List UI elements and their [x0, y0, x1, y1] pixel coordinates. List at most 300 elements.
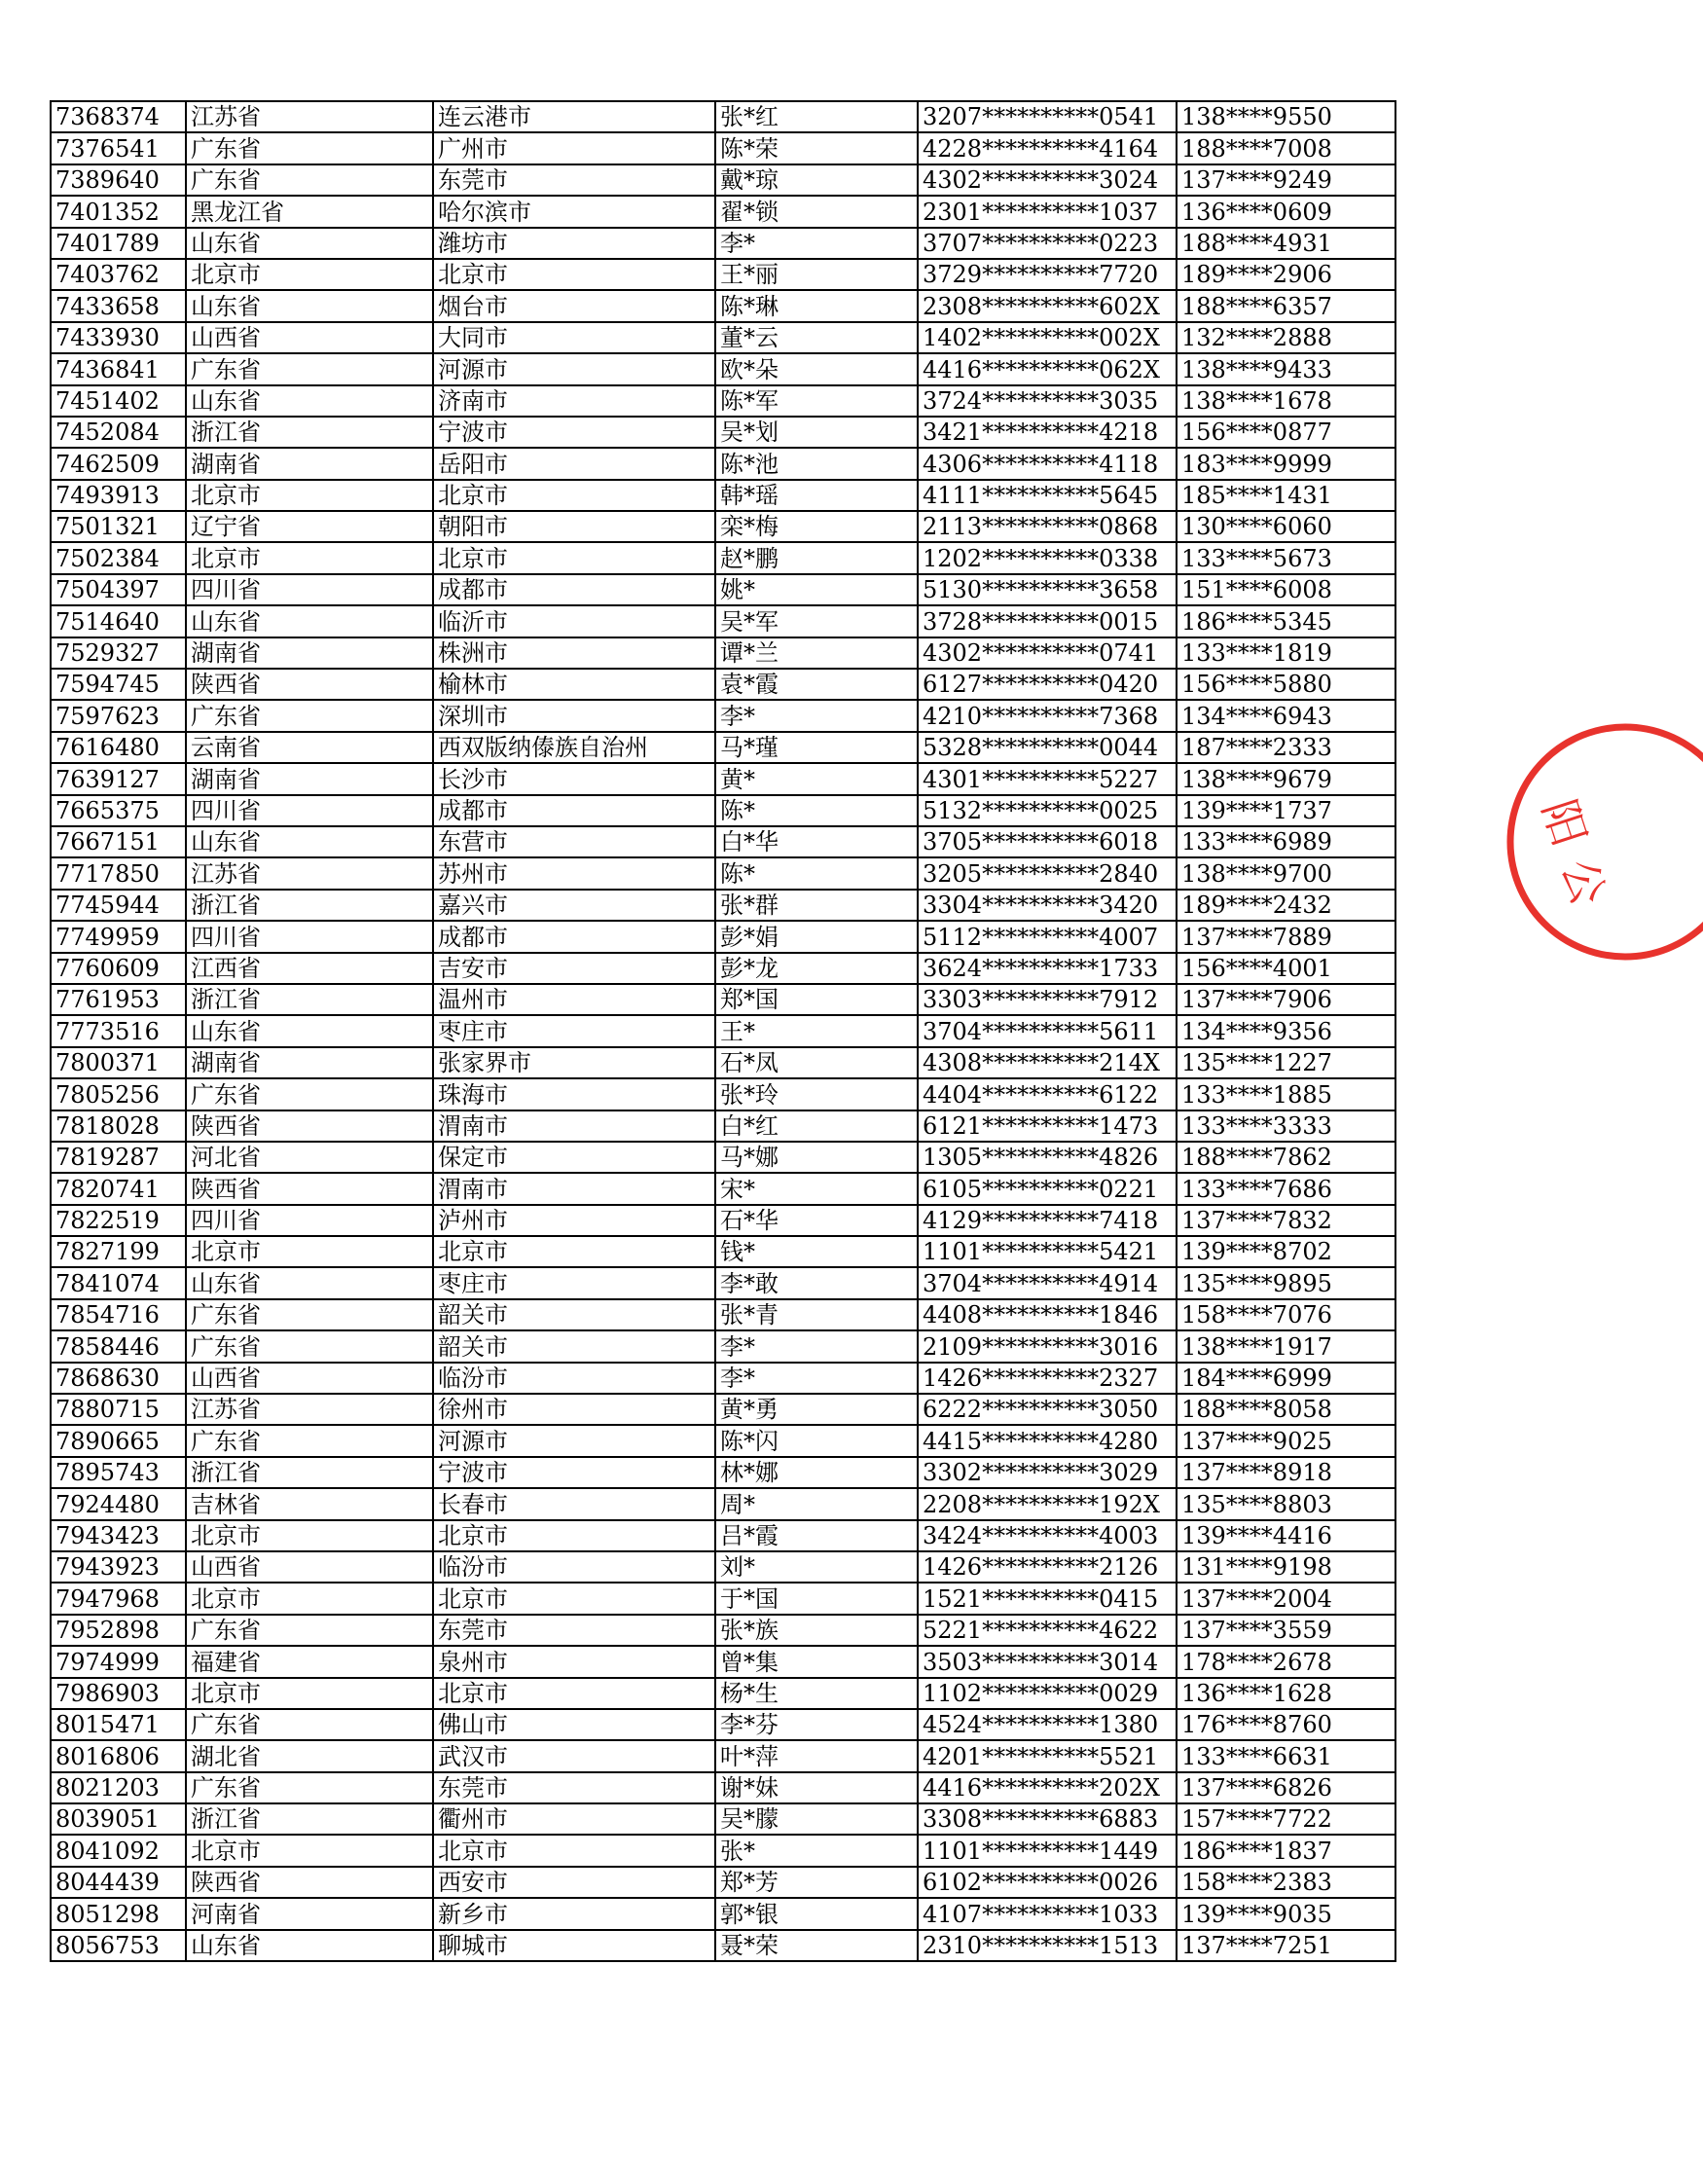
record-id-cell: 7667151 [51, 826, 186, 857]
table-row [51, 259, 1395, 290]
record-id-cell: 8041092 [51, 1835, 186, 1866]
province-cell: 山东省 [186, 826, 433, 857]
name-cell: 陈* [715, 795, 918, 826]
name-cell: 吴*划 [715, 417, 918, 448]
province-cell: 山西省 [186, 1363, 433, 1394]
city-cell: 河源市 [433, 1425, 715, 1456]
province-cell: 浙江省 [186, 1457, 433, 1488]
phone-cell: 135****8803 [1177, 1488, 1395, 1519]
city-cell: 临沂市 [433, 605, 715, 637]
table-row [51, 1898, 1395, 1929]
name-cell: 马*瑾 [715, 732, 918, 763]
province-cell: 福建省 [186, 1646, 433, 1677]
record-id-cell: 7504397 [51, 574, 186, 605]
id-number-cell: 3424**********4003 [918, 1520, 1177, 1551]
table-row [51, 322, 1395, 353]
record-id-cell: 7452084 [51, 417, 186, 448]
province-cell: 湖南省 [186, 448, 433, 479]
city-cell: 成都市 [433, 574, 715, 605]
table-row [51, 1142, 1395, 1173]
id-number-cell: 4210**********7368 [918, 700, 1177, 731]
province-cell: 北京市 [186, 1678, 433, 1709]
table-row [51, 1803, 1395, 1835]
id-number-cell: 3503**********3014 [918, 1646, 1177, 1677]
phone-cell: 186****5345 [1177, 605, 1395, 637]
table-row [51, 857, 1395, 889]
record-id-cell: 7616480 [51, 732, 186, 763]
city-cell: 张家界市 [433, 1047, 715, 1078]
id-number-cell: 4524**********1380 [918, 1709, 1177, 1740]
record-id-cell: 7462509 [51, 448, 186, 479]
province-cell: 广东省 [186, 700, 433, 731]
city-cell: 东莞市 [433, 1615, 715, 1646]
id-number-cell: 4107**********1033 [918, 1898, 1177, 1929]
city-cell: 成都市 [433, 795, 715, 826]
city-cell: 北京市 [433, 259, 715, 290]
city-cell: 枣庄市 [433, 1015, 715, 1046]
id-number-cell: 4111**********5645 [918, 480, 1177, 511]
record-id-cell: 7529327 [51, 637, 186, 669]
id-number-cell: 4308**********214X [918, 1047, 1177, 1078]
id-number-cell: 3304**********3420 [918, 890, 1177, 921]
province-cell: 广东省 [186, 1078, 433, 1110]
id-number-cell: 2109**********3016 [918, 1330, 1177, 1362]
record-id-cell: 7854716 [51, 1299, 186, 1330]
name-cell: 董*云 [715, 322, 918, 353]
name-cell: 陈*军 [715, 385, 918, 417]
name-cell: 赵*鹏 [715, 542, 918, 573]
record-id-cell: 7501321 [51, 511, 186, 542]
province-cell: 陕西省 [186, 669, 433, 700]
table-row [51, 1520, 1395, 1551]
name-cell: 陈*琳 [715, 290, 918, 321]
id-number-cell: 3207**********0541 [918, 101, 1177, 132]
id-number-cell: 5221**********4622 [918, 1615, 1177, 1646]
id-number-cell: 1102**********0029 [918, 1678, 1177, 1709]
id-number-cell: 3421**********4218 [918, 417, 1177, 448]
province-cell: 四川省 [186, 574, 433, 605]
record-id-cell: 7451402 [51, 385, 186, 417]
province-cell: 北京市 [186, 1835, 433, 1866]
city-cell: 宁波市 [433, 1457, 715, 1488]
name-cell: 于*国 [715, 1583, 918, 1614]
name-cell: 叶*萍 [715, 1740, 918, 1771]
record-id-cell: 7818028 [51, 1110, 186, 1142]
record-id-cell: 7986903 [51, 1678, 186, 1709]
table-row [51, 353, 1395, 384]
record-id-cell: 7401789 [51, 228, 186, 259]
province-cell: 云南省 [186, 732, 433, 763]
city-cell: 泸州市 [433, 1205, 715, 1236]
id-number-cell: 2308**********602X [918, 290, 1177, 321]
record-id-cell: 7805256 [51, 1078, 186, 1110]
name-cell: 王* [715, 1015, 918, 1046]
table-row [51, 1457, 1395, 1488]
record-id-cell: 8044439 [51, 1867, 186, 1898]
id-number-cell: 3705**********6018 [918, 826, 1177, 857]
table-row [51, 1772, 1395, 1803]
city-cell: 成都市 [433, 921, 715, 952]
phone-cell: 188****6357 [1177, 290, 1395, 321]
record-id-cell: 8051298 [51, 1898, 186, 1929]
name-cell: 张*玲 [715, 1078, 918, 1110]
name-cell: 彭*龙 [715, 953, 918, 984]
city-cell: 榆林市 [433, 669, 715, 700]
phone-cell: 188****4931 [1177, 228, 1395, 259]
name-cell: 戴*琼 [715, 164, 918, 196]
city-cell: 佛山市 [433, 1709, 715, 1740]
id-number-cell: 4228**********4164 [918, 132, 1177, 164]
city-cell: 临汾市 [433, 1363, 715, 1394]
table-row [51, 1267, 1395, 1298]
phone-cell: 138****1678 [1177, 385, 1395, 417]
seal-text: 阳公 [1532, 793, 1621, 928]
id-number-cell: 2208**********192X [918, 1488, 1177, 1519]
name-cell: 李* [715, 700, 918, 731]
record-id-cell: 7858446 [51, 1330, 186, 1362]
table-row [51, 1047, 1395, 1078]
province-cell: 山东省 [186, 605, 433, 637]
table-row [51, 1363, 1395, 1394]
city-cell: 珠海市 [433, 1078, 715, 1110]
table-row [51, 1678, 1395, 1709]
id-number-cell: 6105**********0221 [918, 1173, 1177, 1204]
table-row [51, 101, 1395, 132]
name-cell: 韩*瑶 [715, 480, 918, 511]
phone-cell: 156****5880 [1177, 669, 1395, 700]
phone-cell: 137****7889 [1177, 921, 1395, 952]
city-cell: 北京市 [433, 1835, 715, 1866]
city-cell: 连云港市 [433, 101, 715, 132]
phone-cell: 176****8760 [1177, 1709, 1395, 1740]
city-cell: 北京市 [433, 480, 715, 511]
record-id-cell: 7433658 [51, 290, 186, 321]
city-cell: 哈尔滨市 [433, 196, 715, 227]
phone-cell: 188****7862 [1177, 1142, 1395, 1173]
phone-cell: 135****9895 [1177, 1267, 1395, 1298]
table-row [51, 1835, 1395, 1866]
table-row [51, 417, 1395, 448]
city-cell: 渭南市 [433, 1110, 715, 1142]
record-id-cell: 7841074 [51, 1267, 186, 1298]
id-number-cell: 1426**********2327 [918, 1363, 1177, 1394]
city-cell: 渭南市 [433, 1173, 715, 1204]
phone-cell: 156****0877 [1177, 417, 1395, 448]
table-row [51, 795, 1395, 826]
table-row [51, 1078, 1395, 1110]
id-number-cell: 3205**********2840 [918, 857, 1177, 889]
province-cell: 广东省 [186, 132, 433, 164]
city-cell: 嘉兴市 [433, 890, 715, 921]
province-cell: 黑龙江省 [186, 196, 433, 227]
phone-cell: 137****9025 [1177, 1425, 1395, 1456]
name-cell: 李* [715, 1363, 918, 1394]
record-id-cell: 7376541 [51, 132, 186, 164]
phone-cell: 130****6060 [1177, 511, 1395, 542]
phone-cell: 137****6826 [1177, 1772, 1395, 1803]
phone-cell: 184****6999 [1177, 1363, 1395, 1394]
table-row [51, 1930, 1395, 1961]
record-id-cell: 8039051 [51, 1803, 186, 1835]
name-cell: 李*敢 [715, 1267, 918, 1298]
province-cell: 山东省 [186, 1930, 433, 1961]
phone-cell: 151****6008 [1177, 574, 1395, 605]
table-row [51, 1299, 1395, 1330]
province-cell: 广东省 [186, 1425, 433, 1456]
city-cell: 济南市 [433, 385, 715, 417]
province-cell: 山东省 [186, 385, 433, 417]
phone-cell: 132****2888 [1177, 322, 1395, 353]
province-cell: 广东省 [186, 1709, 433, 1740]
table-row [51, 228, 1395, 259]
record-id-cell: 8015471 [51, 1709, 186, 1740]
table-row [51, 1740, 1395, 1771]
province-cell: 湖南省 [186, 763, 433, 794]
record-id-cell: 7773516 [51, 1015, 186, 1046]
phone-cell: 189****2906 [1177, 259, 1395, 290]
table-row [51, 480, 1395, 511]
phone-cell: 137****2004 [1177, 1583, 1395, 1614]
record-id-cell: 8021203 [51, 1772, 186, 1803]
record-id-cell: 7597623 [51, 700, 186, 731]
phone-cell: 138****9433 [1177, 353, 1395, 384]
phone-cell: 133****1819 [1177, 637, 1395, 669]
city-cell: 宁波市 [433, 417, 715, 448]
phone-cell: 133****1885 [1177, 1078, 1395, 1110]
phone-cell: 137****7906 [1177, 984, 1395, 1015]
name-cell: 姚* [715, 574, 918, 605]
record-id-cell: 7760609 [51, 953, 186, 984]
phone-cell: 133****7686 [1177, 1173, 1395, 1204]
table-row [51, 511, 1395, 542]
province-cell: 陕西省 [186, 1867, 433, 1898]
record-id-cell: 7493913 [51, 480, 186, 511]
name-cell: 钱* [715, 1236, 918, 1267]
record-id-cell: 7924480 [51, 1488, 186, 1519]
province-cell: 四川省 [186, 1205, 433, 1236]
name-cell: 谭*兰 [715, 637, 918, 669]
city-cell: 深圳市 [433, 700, 715, 731]
name-cell: 黄* [715, 763, 918, 794]
record-id-cell: 8016806 [51, 1740, 186, 1771]
province-cell: 广东省 [186, 1299, 433, 1330]
record-id-cell: 7820741 [51, 1173, 186, 1204]
phone-cell: 156****4001 [1177, 953, 1395, 984]
table-row [51, 763, 1395, 794]
table-row [51, 1488, 1395, 1519]
name-cell: 刘* [715, 1551, 918, 1583]
city-cell: 苏州市 [433, 857, 715, 889]
city-cell: 吉安市 [433, 953, 715, 984]
record-id-cell: 7639127 [51, 763, 186, 794]
id-number-cell: 6121**********1473 [918, 1110, 1177, 1142]
city-cell: 北京市 [433, 1583, 715, 1614]
table-row [51, 953, 1395, 984]
province-cell: 四川省 [186, 795, 433, 826]
city-cell: 韶关市 [433, 1330, 715, 1362]
province-cell: 陕西省 [186, 1110, 433, 1142]
province-cell: 四川省 [186, 921, 433, 952]
name-cell: 张*红 [715, 101, 918, 132]
record-id-cell: 7514640 [51, 605, 186, 637]
province-cell: 广东省 [186, 164, 433, 196]
id-number-cell: 1101**********1449 [918, 1835, 1177, 1866]
name-cell: 王*丽 [715, 259, 918, 290]
name-cell: 林*娜 [715, 1457, 918, 1488]
table-row [51, 1015, 1395, 1046]
province-cell: 湖北省 [186, 1740, 433, 1771]
province-cell: 山东省 [186, 1015, 433, 1046]
city-cell: 长春市 [433, 1488, 715, 1519]
record-id-cell: 7868630 [51, 1363, 186, 1394]
city-cell: 东莞市 [433, 1772, 715, 1803]
table-row [51, 164, 1395, 196]
name-cell: 宋* [715, 1173, 918, 1204]
province-cell: 辽宁省 [186, 511, 433, 542]
province-cell: 陕西省 [186, 1173, 433, 1204]
phone-cell: 136****0609 [1177, 196, 1395, 227]
province-cell: 山西省 [186, 1551, 433, 1583]
record-id-cell: 7800371 [51, 1047, 186, 1078]
name-cell: 张*青 [715, 1299, 918, 1330]
phone-cell: 157****7722 [1177, 1803, 1395, 1835]
record-id-cell: 7947968 [51, 1583, 186, 1614]
table-row [51, 1551, 1395, 1583]
city-cell: 保定市 [433, 1142, 715, 1173]
name-cell: 吴*朦 [715, 1803, 918, 1835]
table-row [51, 700, 1395, 731]
id-number-cell: 1426**********2126 [918, 1551, 1177, 1583]
record-id-cell: 7368374 [51, 101, 186, 132]
province-cell: 江苏省 [186, 857, 433, 889]
records-table-body [51, 101, 1395, 1961]
record-id-cell: 7895743 [51, 1457, 186, 1488]
city-cell: 聊城市 [433, 1930, 715, 1961]
phone-cell: 137****7251 [1177, 1930, 1395, 1961]
record-id-cell: 7827199 [51, 1236, 186, 1267]
name-cell: 袁*霞 [715, 669, 918, 700]
table-row [51, 984, 1395, 1015]
city-cell: 大同市 [433, 322, 715, 353]
name-cell: 白*红 [715, 1110, 918, 1142]
id-number-cell: 3704**********5611 [918, 1015, 1177, 1046]
phone-cell: 187****2333 [1177, 732, 1395, 763]
record-id-cell: 7594745 [51, 669, 186, 700]
city-cell: 朝阳市 [433, 511, 715, 542]
name-cell: 李* [715, 1330, 918, 1362]
phone-cell: 185****1431 [1177, 480, 1395, 511]
table-row [51, 290, 1395, 321]
record-id-cell: 7403762 [51, 259, 186, 290]
name-cell: 张*族 [715, 1615, 918, 1646]
city-cell: 西双版纳傣族自治州 [433, 732, 715, 763]
city-cell: 北京市 [433, 1236, 715, 1267]
city-cell: 潍坊市 [433, 228, 715, 259]
city-cell: 北京市 [433, 1678, 715, 1709]
id-number-cell: 4416**********062X [918, 353, 1177, 384]
province-cell: 北京市 [186, 1583, 433, 1614]
name-cell: 聂*荣 [715, 1930, 918, 1961]
id-number-cell: 5130**********3658 [918, 574, 1177, 605]
name-cell: 李* [715, 228, 918, 259]
phone-cell: 133****6631 [1177, 1740, 1395, 1771]
name-cell: 石*华 [715, 1205, 918, 1236]
id-number-cell: 1402**********002X [918, 322, 1177, 353]
record-id-cell: 7745944 [51, 890, 186, 921]
id-number-cell: 4404**********6122 [918, 1078, 1177, 1110]
record-id-cell: 7502384 [51, 542, 186, 573]
city-cell: 新乡市 [433, 1898, 715, 1929]
table-row [51, 574, 1395, 605]
city-cell: 韶关市 [433, 1299, 715, 1330]
record-id-cell: 7880715 [51, 1394, 186, 1425]
phone-cell: 189****2432 [1177, 890, 1395, 921]
city-cell: 枣庄市 [433, 1267, 715, 1298]
province-cell: 湖南省 [186, 637, 433, 669]
table-row [51, 669, 1395, 700]
province-cell: 吉林省 [186, 1488, 433, 1519]
record-id-cell: 7436841 [51, 353, 186, 384]
id-number-cell: 3728**********0015 [918, 605, 1177, 637]
record-id-cell: 7974999 [51, 1646, 186, 1677]
table-row [51, 1615, 1395, 1646]
province-cell: 广东省 [186, 353, 433, 384]
id-number-cell: 2310**********1513 [918, 1930, 1177, 1961]
province-cell: 北京市 [186, 1520, 433, 1551]
phone-cell: 158****7076 [1177, 1299, 1395, 1330]
province-cell: 河南省 [186, 1898, 433, 1929]
city-cell: 北京市 [433, 542, 715, 573]
phone-cell: 138****9550 [1177, 101, 1395, 132]
phone-cell: 137****3559 [1177, 1615, 1395, 1646]
id-number-cell: 3303**********7912 [918, 984, 1177, 1015]
id-number-cell: 3302**********3029 [918, 1457, 1177, 1488]
phone-cell: 178****2678 [1177, 1646, 1395, 1677]
province-cell: 河北省 [186, 1142, 433, 1173]
id-number-cell: 1202**********0338 [918, 542, 1177, 573]
id-number-cell: 3707**********0223 [918, 228, 1177, 259]
name-cell: 李*芬 [715, 1709, 918, 1740]
name-cell: 石*凤 [715, 1047, 918, 1078]
city-cell: 武汉市 [433, 1740, 715, 1771]
id-number-cell: 3724**********3035 [918, 385, 1177, 417]
province-cell: 江苏省 [186, 101, 433, 132]
record-id-cell: 7749959 [51, 921, 186, 952]
city-cell: 温州市 [433, 984, 715, 1015]
city-cell: 长沙市 [433, 763, 715, 794]
phone-cell: 188****7008 [1177, 132, 1395, 164]
phone-cell: 135****1227 [1177, 1047, 1395, 1078]
phone-cell: 158****2383 [1177, 1867, 1395, 1898]
id-number-cell: 3308**********6883 [918, 1803, 1177, 1835]
id-number-cell: 5328**********0044 [918, 732, 1177, 763]
name-cell: 郭*银 [715, 1898, 918, 1929]
phone-cell: 139****8702 [1177, 1236, 1395, 1267]
city-cell: 烟台市 [433, 290, 715, 321]
name-cell: 黄*勇 [715, 1394, 918, 1425]
city-cell: 河源市 [433, 353, 715, 384]
table-row [51, 1330, 1395, 1362]
city-cell: 东莞市 [433, 164, 715, 196]
province-cell: 山东省 [186, 290, 433, 321]
name-cell: 欧*朵 [715, 353, 918, 384]
name-cell: 陈*池 [715, 448, 918, 479]
table-row [51, 1236, 1395, 1267]
id-number-cell: 2301**********1037 [918, 196, 1177, 227]
id-number-cell: 4301**********5227 [918, 763, 1177, 794]
id-number-cell: 3729**********7720 [918, 259, 1177, 290]
id-number-cell: 6102**********0026 [918, 1867, 1177, 1898]
